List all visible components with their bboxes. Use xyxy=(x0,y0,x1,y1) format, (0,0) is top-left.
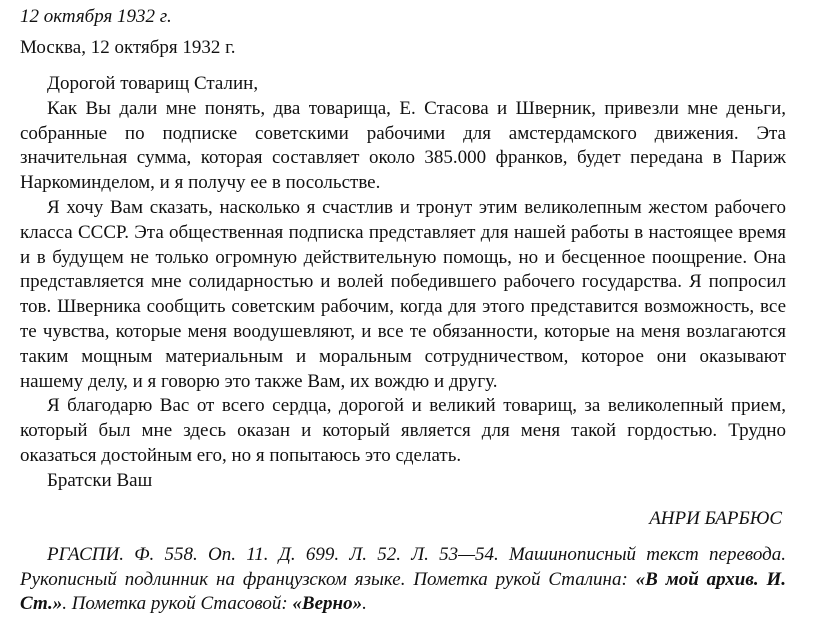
stasova-mark: «Верно» xyxy=(292,593,363,614)
stalin-mark: «В мой архив. И. Ст.» xyxy=(20,568,786,614)
source-note-text: РГАСПИ. Ф. 558. Оп. 11. Д. 699. Л. 52. Л. 53—54. Машинописный текст перевода. Рукописный подлинник на французском языке. Пометка рукой Сталина: xyxy=(20,544,786,590)
closing: Братски Ваш xyxy=(47,469,153,491)
letter-body xyxy=(20,72,786,494)
source-note-middle: . Пометка рукой Стасовой: xyxy=(62,593,293,614)
signature: АНРИ БАРБЮС xyxy=(649,508,782,529)
source-note xyxy=(20,543,786,617)
paragraph-3: Я благодарю Вас от всего сердца, дорогой и великий товарищ, за великолепный прием, который был мне здесь оказан и который является для меня такой гордостью. Трудно оказаться достойным его, но я попытаюсь это сделать. xyxy=(20,395,786,466)
salutation: Дорогой товарищ Сталин, xyxy=(47,73,259,94)
date-heading: 12 октября 1932 г. xyxy=(20,6,172,27)
paragraph-2: Я хочу Вам сказать, насколько я счастлив и тронут этим великолепным жестом рабочего класса СССР. Эта общественная подписка представляет для нашей работы в настоящее время и в будущем не только огромную действительную помощь, но и бесценное поощрение. Она представляется мне солидарностью и волей победившего рабочего государства. Я попросил тов. Шверника сообщить советским рабочим, когда для этого представится возможность, все те чувства, которые меня воодушевляют, и все те обязанности, которые на меня возлагаются таким мощным материальным и моральным сотрудничеством, которое они оказывают нашему делу, и я говорю это также Вам, их вождю и другу. xyxy=(20,196,786,392)
source-note-end: . xyxy=(362,593,367,614)
paragraph-1: Как Вы дали мне понять, два товарища, Е. Стасова и Шверник, привезли мне деньги, собранные по подписке советскими рабочими для амстердамского движения. Эта значительная сумма, которая составляет около 385.000 франков, будет передана в Париж Наркоминделом, и я получу ее в посольстве. xyxy=(20,97,786,194)
place-and-date: Москва, 12 октября 1932 г. xyxy=(20,37,236,58)
